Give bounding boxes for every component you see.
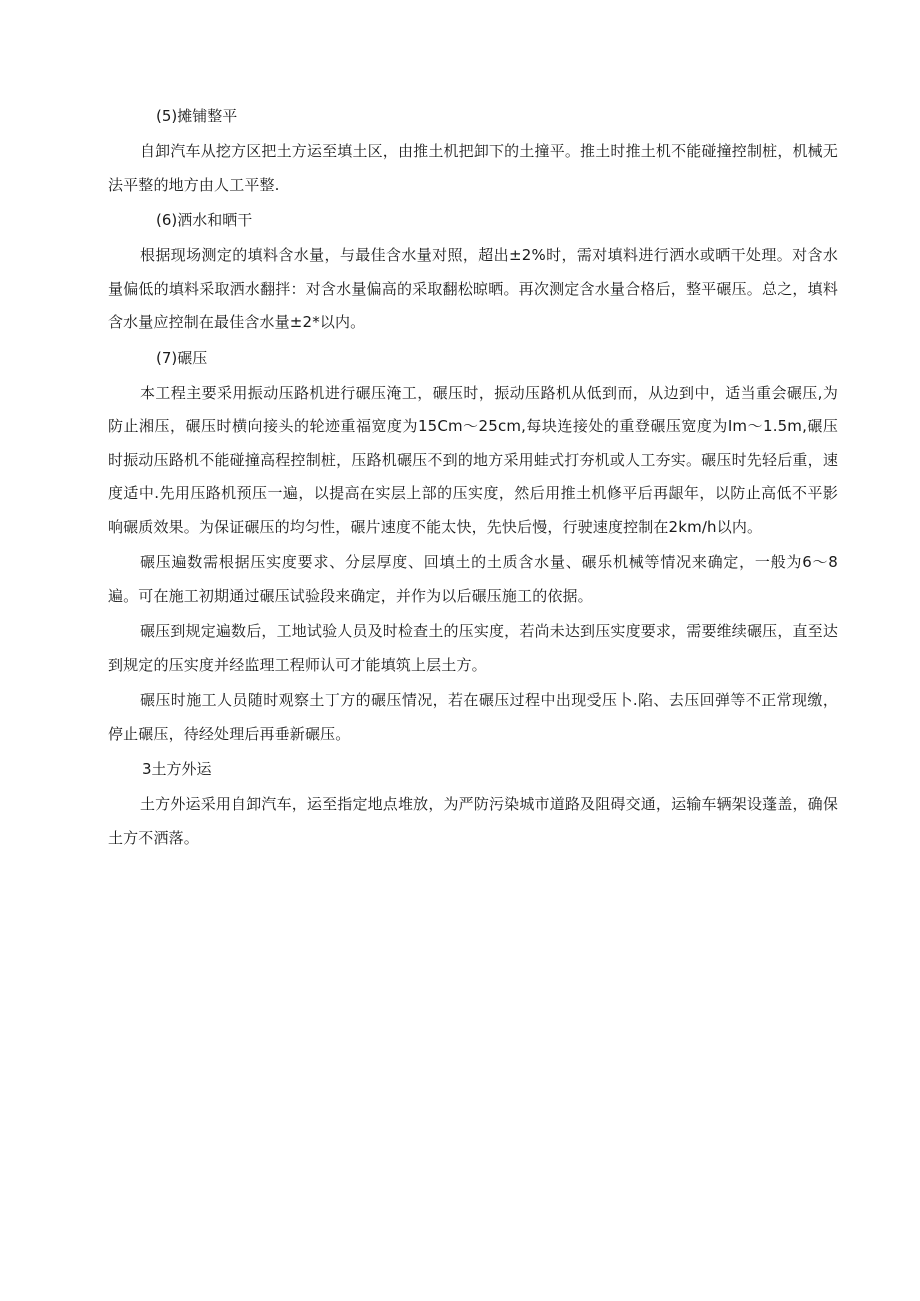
paragraph-moisture: 根据现场测定的填料含水量，与最佳含水量对照，超出±2%时，需对填料进行洒水或晒干处理。对含水量偏低的填料采取洒水翻拌：对含水量偏高的采取翻松晾晒。再次测定含水量合格后，整平碾压。总之，填料含水量应控制在最佳含水量±2*以内。	[108, 246, 838, 331]
paragraph-compaction-inspection: 碾压到规定遍数后，工地试验人员及时检查土的压实度，若尚未达到压实度要求，需要维续碾压，直至达到规定的压实度并经监理工程师认可才能填筑上层土方。	[108, 622, 838, 674]
document-page	[108, 100, 838, 857]
section-heading-7: (7)碾压	[156, 348, 208, 367]
section-heading-3: 3土方外运	[142, 760, 212, 778]
paragraph-earth-transport: 土方外运采用自卸汽车，运至指定地点堆放，为严防污染城市道路及阻碍交通，运输车辆架设蓬盖，确保土方不洒落。	[108, 795, 838, 847]
section-heading-6: (6)洒水和晒干	[156, 211, 253, 229]
paragraph-compaction-observation: 碾压时施工人员随时观察土丁方的碾压情况，若在碾压过程中出现受压卜.陷、去压回弹等不正常现缴，停止碾压，待经处理后再垂新碾压。	[108, 691, 838, 743]
paragraph-spreading: 自卸汽车从挖方区把土方运至填土区，由推土机把卸下的土撞平。推土时推土机不能碰撞控制桩，机械无法平整的地方由人工平整.	[108, 142, 838, 194]
section-heading-5: (5)摊铺整平	[156, 107, 238, 125]
paragraph-compaction: 本工程主要采用振动压路机进行碾压淹工，碾压时，振动压路机从低到而，从边到中，适当重会碾压,为防止湘压，碾压时横向接头的轮迹重福宽度为15Cm～25cm,每块连接处的重登碾压宽度为Im～1.5m,碾压时振动压路机不能碰撞高程控制桩，压路机碾压不到的地方采用蛙式打夯机或人工夯实。碾压时先轻后重，速度适中.先用压路机预压一遍，以提高在实层上部的压实度，然后用推土机修平后再龈年，以防止高低不平影响碾质效果。为保证碾压的均匀性，碾片速度不能太快，先快后慢，行驶速度控制在2km∕h以内。	[108, 383, 838, 536]
paragraph-compaction-passes: 碾压遍数需根据压实度要求、分层厚度、回填土的土质含水量、碾乐机械等情况来确定，一般为6～8遍。可在施工初期通过碾压试验段来确定，并作为以后碾压施工的依据。	[108, 553, 838, 605]
